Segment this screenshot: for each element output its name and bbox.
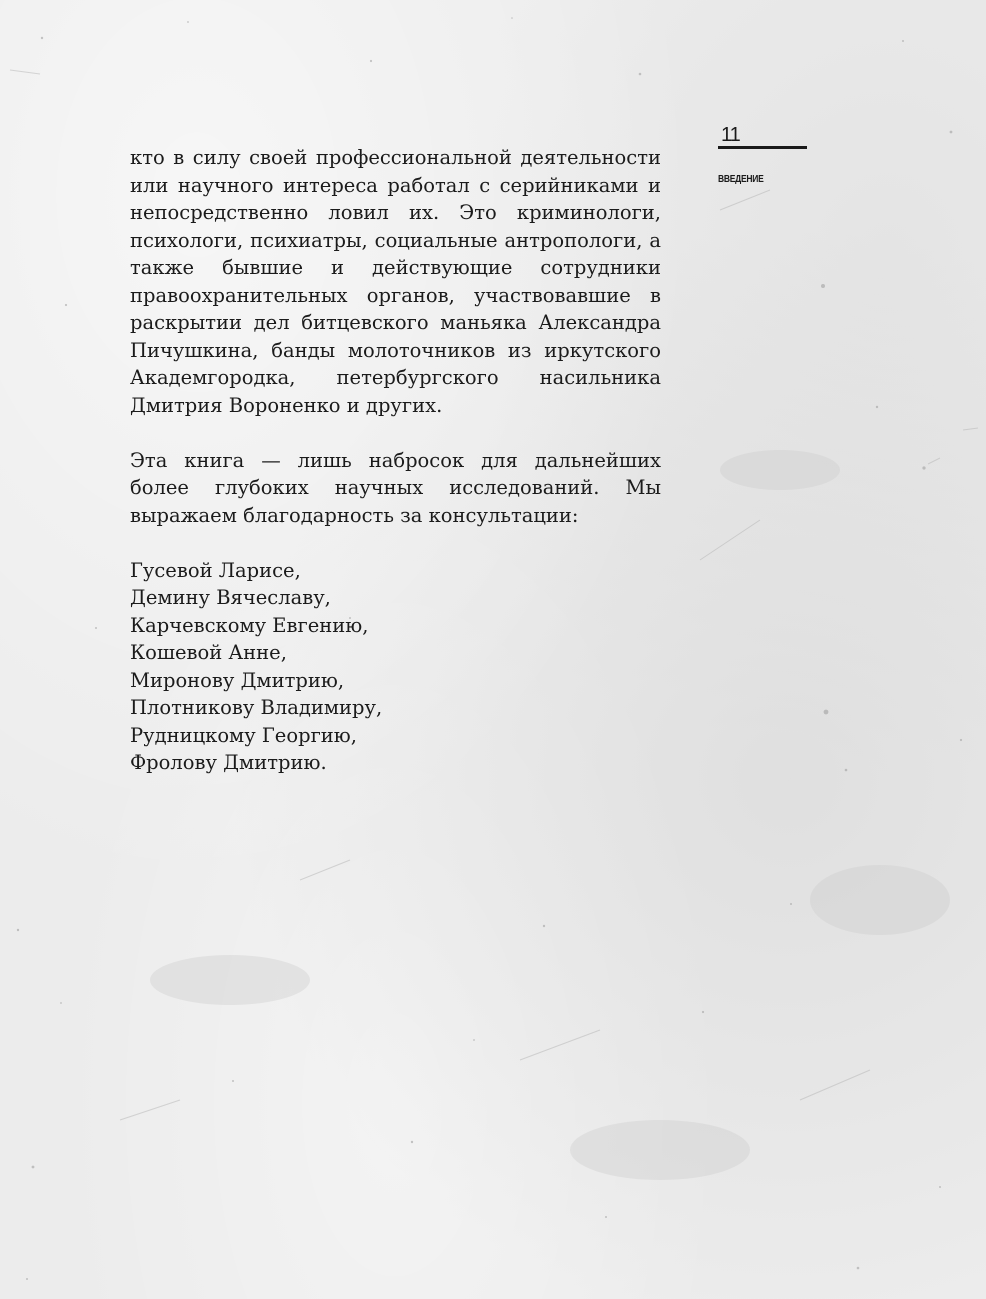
acknowledgement-name: Плотникову Владимиру, bbox=[130, 696, 383, 719]
page-number-rule bbox=[718, 146, 807, 149]
body-paragraph-2: Эта книга — лишь набросок для дальнейших более глубоких научных исследований. Мы выражаем благодарность за консультации: bbox=[130, 448, 661, 527]
acknowledgement-name: Гусевой Ларисе, bbox=[130, 558, 301, 582]
section-title: ВВЕДЕНИЕ bbox=[718, 174, 764, 185]
acknowledgement-name: Карчевскому Евгению, bbox=[130, 613, 369, 637]
acknowledgement-name: Рудницкому Георгию, bbox=[130, 723, 357, 747]
acknowledgement-name: Миронову Дмитрию, bbox=[130, 668, 345, 692]
acknowledgement-name: Фролову Дмитрию. bbox=[130, 751, 327, 774]
body-paragraph-1: кто в силу своей профессиональной деятельности или научного интереса работал с серийниками и непосредственно ловил их. Это криминологи, психологи, психиатры, социальные антропологи, а также бывшие и действующие сотрудники правоохранительных органов, участвовавшие в раскрытии дел битцевского маньяка Александра Пичушкина, банды молоточников из иркутского Академгородка, петербургского насильника Дмитрия Вороненко и других. bbox=[130, 146, 661, 417]
acknowledgements-list bbox=[130, 557, 661, 777]
running-head bbox=[718, 124, 808, 186]
page-number: 11 bbox=[721, 124, 740, 146]
acknowledgement-name: Кошевой Анне, bbox=[130, 641, 287, 664]
page-body bbox=[130, 144, 661, 777]
acknowledgement-name: Демину Вячеславу, bbox=[130, 586, 331, 609]
